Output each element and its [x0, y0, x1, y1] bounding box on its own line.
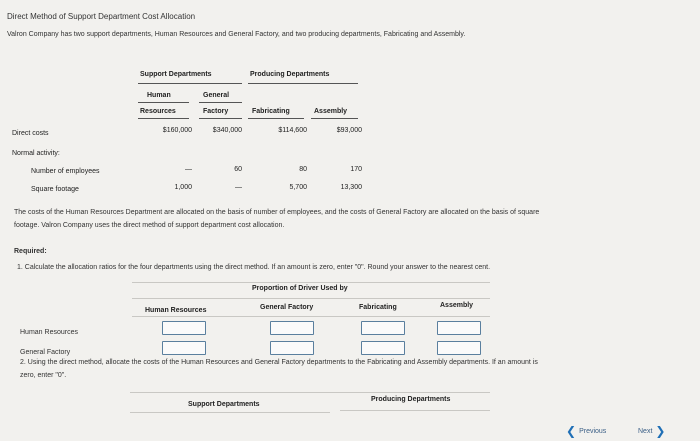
ratio-input-gf-hr[interactable] [162, 341, 206, 355]
question-1: 1. Calculate the allocation ratios for the four departments using the direct method. If an amount is zero, enter "0". Round your answer to the nearest cent. [17, 264, 491, 271]
header-hr-line1: Human [147, 92, 171, 99]
allocation-note-line2: footage. Valron Company uses the direct method of support department cost allocation. [14, 222, 285, 229]
employees-fab: 80 [299, 166, 307, 173]
ratio-row-label-gf: General Factory [20, 349, 71, 356]
header-fabricating: Fabricating [252, 108, 290, 115]
intro-text: Valron Company has two support departments, Human Resources and General Factory, and two producing departments, Fabricating and Assembly. [7, 31, 466, 38]
direct-costs-hr: $160,000 [162, 127, 192, 134]
row-label-employees: Number of employees [31, 168, 100, 175]
previous-label: Previous [579, 427, 607, 435]
ratio-input-hr-gf[interactable] [270, 321, 314, 335]
ratio-row-label-hr: Human Resources [20, 329, 78, 336]
chevron-right-icon: ❯ [655, 424, 666, 438]
chevron-left-icon: ❮ [566, 424, 577, 438]
ratio-input-gf-fab[interactable] [361, 341, 405, 355]
row-label-square-footage: Square footage [31, 186, 79, 193]
direct-costs-asm: $93,000 [336, 127, 362, 134]
row-label-direct-costs: Direct costs [12, 130, 49, 137]
ratio-col-asm: Assembly [440, 302, 474, 309]
question-2-line1: 2. Using the direct method, allocate the costs of the Human Resources and General Factory departments to the Fabricating and Assembly departments. If an amount is [20, 359, 538, 366]
direct-costs-fab: $114,600 [278, 127, 307, 134]
header-gf-line2: Factory [203, 108, 229, 115]
sqft-gf: — [235, 184, 242, 191]
ratio-col-gf: General Factory [260, 304, 314, 311]
next-label: Next [638, 427, 653, 435]
sqft-asm: 13,300 [340, 184, 362, 191]
ratio-input-gf-gf[interactable] [270, 341, 314, 355]
ratio-col-fab: Fabricating [359, 304, 397, 311]
sqft-fab: 5,700 [289, 184, 307, 191]
bottom-header-support: Support Departments [188, 401, 260, 408]
header-assembly: Assembly [314, 108, 348, 115]
question-2-line2: zero, enter "0". [20, 372, 67, 379]
employees-asm: 170 [350, 166, 362, 173]
header-producing-departments: Producing Departments [250, 71, 330, 78]
ratio-header-group: Proportion of Driver Used by [252, 285, 348, 292]
ratio-input-hr-hr[interactable] [162, 321, 206, 335]
allocation-note-line1: The costs of the Human Resources Department are allocated on the basis of number of employees, and the costs of General Factory are allocated on the basis of square [14, 209, 540, 216]
previous-button[interactable] [566, 424, 606, 438]
ratio-input-hr-fab[interactable] [361, 321, 405, 335]
required-label: Required: [14, 248, 47, 255]
direct-costs-gf: $340,000 [212, 127, 242, 134]
header-gf-line1: General [203, 92, 230, 99]
page-title: Direct Method of Support Department Cost Allocation [7, 12, 196, 21]
ratio-input-hr-asm[interactable] [437, 321, 481, 335]
next-button[interactable] [638, 424, 665, 438]
header-support-departments: Support Departments [140, 71, 212, 78]
bottom-header-producing: Producing Departments [371, 396, 451, 403]
ratio-input-gf-asm[interactable] [437, 341, 481, 355]
row-label-normal-activity: Normal activity: [12, 150, 60, 157]
employees-gf: 60 [234, 166, 242, 173]
header-hr-line2: Resources [140, 108, 176, 115]
sqft-hr: 1,000 [174, 184, 192, 191]
ratio-col-hr: Human Resources [145, 307, 207, 314]
employees-hr: — [185, 166, 192, 173]
